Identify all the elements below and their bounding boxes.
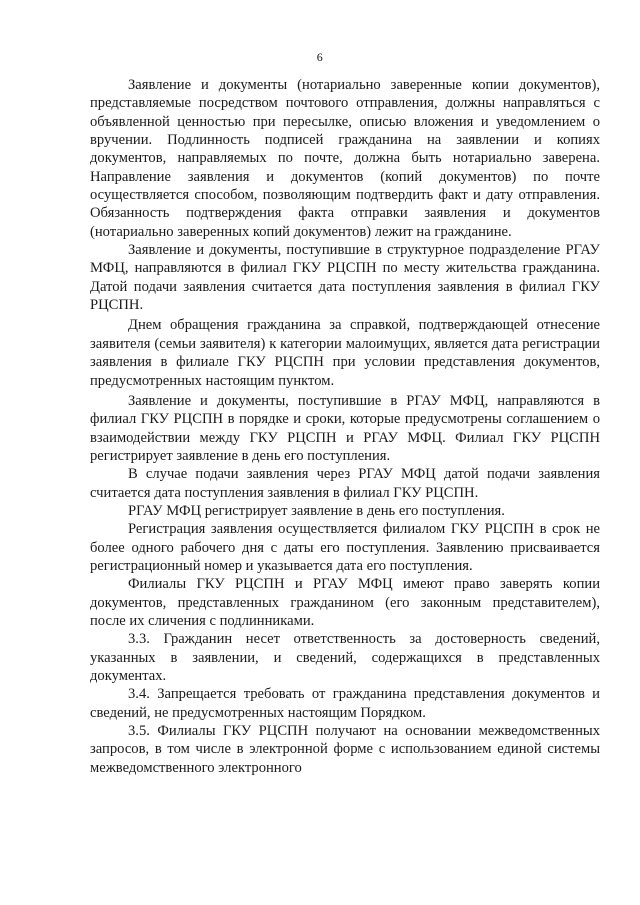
- document-body: [90, 76, 600, 777]
- paragraph-registration-term: Регистрация заявления осуществляется филиалом ГКУ РЦСПН в срок не более одного рабочего дня с даты его поступления. Заявлению присваивается регистрационный номер и указывается дата его поступления.: [90, 521, 600, 574]
- paragraph-mail-submission: Заявление и документы (нотариально заверенные копии документов), представляемые посредством почтового отправления, должны направляться с объявленной ценностью при пересылке, описью вложения и уведомлением о вручении. Подлинность подписей гражданина на заявлении и копиях документов, направляемых по почте, должна быть нотариально заверена. Направление заявления и документов (копий документов) по почте осуществляется способом, позволяющим подтвердить факт и дату отправления. Обязанность подтверждения факта отправки заявления и документов (нотариально заверенных копий документов) лежит на гражданине.: [90, 77, 600, 240]
- paragraph-mfc-documents: Заявление и документы, поступившие в РГАУ МФЦ, направляются в филиал ГКУ РЦСПН в порядке и сроки, которые предусмотрены соглашением о взаимодействии между ГКУ РЦСПН и РГАУ МФЦ. Филиал ГКУ РЦСПН регистрирует заявление в день его поступления.: [90, 392, 600, 464]
- page-number: 6: [316, 50, 324, 64]
- paragraph-application-day: Днем обращения гражданина за справкой, подтверждающей отнесение заявителя (семьи заявителя) к категории малоимущих, является дата регистрации заявления в филиале ГКУ РЦСПН при условии представления документов, предусмотренных настоящим пунктом.: [90, 317, 600, 389]
- paragraph-3-4: 3.4. Запрещается требовать от гражданина представления документов и сведений, не предусмотренных настоящим Порядком.: [90, 686, 600, 721]
- paragraph-mfc-registration: РГАУ МФЦ регистрирует заявление в день его поступления.: [128, 502, 505, 519]
- paragraph-3-3: 3.3. Гражданин несет ответственность за достоверность сведений, указанных в заявлении, и сведений, содержащихся в представленных документах.: [90, 631, 600, 684]
- paragraph-mfc-forwarding: Заявление и документы, поступившие в структурное подразделение РГАУ МФЦ, направляются в филиал ГКУ РЦСПН по месту жительства гражданина. Датой подачи заявления считается дата поступления заявления в филиал ГКУ РЦСПН.: [90, 242, 600, 314]
- paragraph-mfc-submission-date: В случае подачи заявления через РГАУ МФЦ датой подачи заявления считается дата поступления заявления в филиал ГКУ РЦСПН.: [90, 466, 600, 501]
- paragraph-3-5: 3.5. Филиалы ГКУ РЦСПН получают на основании межведомственных запросов, в том числе в электронной форме с использованием единой системы межведомственного электронного: [90, 723, 600, 776]
- paragraph-copy-certification: Филиалы ГКУ РЦСПН и РГАУ МФЦ имеют право заверять копии документов, представленных гражданином (его законным представителем), после их сличения с подлинниками.: [90, 576, 600, 629]
